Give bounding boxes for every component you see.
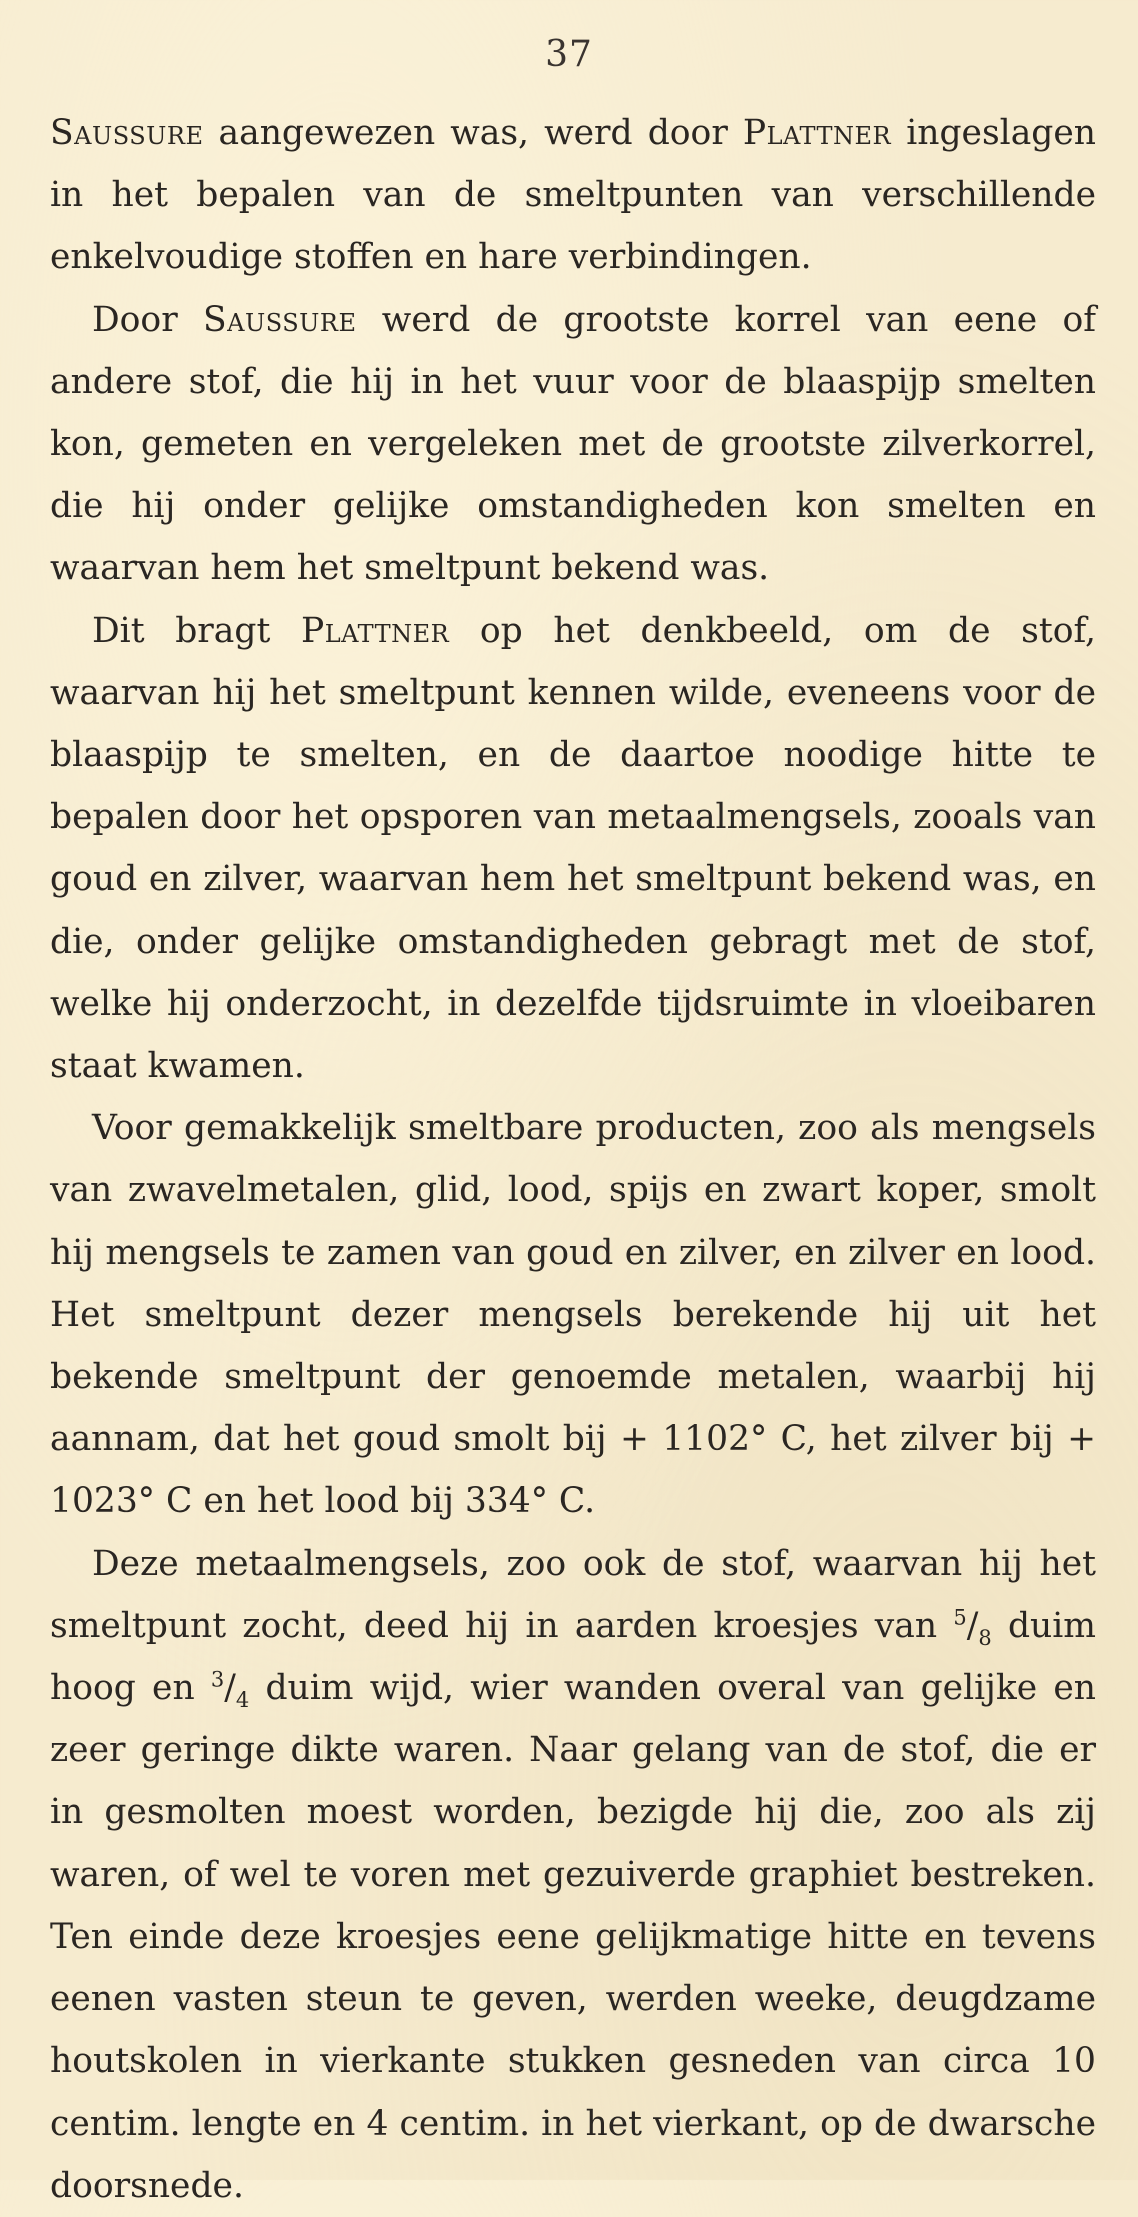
fraction-denominator: 8: [978, 1625, 992, 1650]
text-run: ingeslagen in het bepalen van de smeltpunten van verschillende enkelvoudige stoffen en hare verbindingen.: [50, 113, 1096, 278]
paragraph-1: [50, 102, 1096, 289]
text-run: op het denkbeeld, om de stof, waarvan hij het smeltpunt kennen wilde, eveneens voor de blaaspijp te smelten, en de daartoe noodige hitte te bepalen door het opsporen van metaalmengsels, zooals van goud en zilver, waarvan hem het smeltpunt bekend was, en die, onder gelijke omstandigheden gebragt met de stof, welke hij onderzocht, in dezelfde tijdsruimte in vloeibaren staat kwamen.: [50, 610, 1096, 1087]
text-run: Voor gemakkelijk smeltbare producten, zoo als mengsels van zwavelmetalen, glid, lood, spijs en zwart koper, smolt hij mengsels te zamen van goud en zilver, en zilver en lood. Het smeltpunt dezer mengsels berekende hij uit het bekende smeltpunt der genoemde metalen, waarbij hij aannam, dat het goud smolt bij + 1102° C, het zilver bij + 1023° C en het lood bij 334° C.: [50, 1108, 1096, 1522]
author-name: Saussure: [50, 113, 204, 153]
fraction-numerator: 5: [953, 1605, 967, 1630]
text-run: Door: [92, 299, 203, 340]
text-run: aangewezen was, werd door: [203, 113, 743, 153]
fraction-slash: /: [224, 1668, 236, 1709]
paragraph-3: [50, 600, 1096, 1098]
fraction-denominator: 4: [235, 1687, 250, 1712]
fraction-numerator: 3: [210, 1667, 225, 1692]
paragraph-4: [50, 1097, 1096, 1532]
text-run: duim wijd, wier wanden overal van gelijke en zeer geringe dikte waren. Naar gelang van de stof, die er in gesmolten moest worden, bezigde hij die, zoo als zij waren, of wel te voren met gezuiverde graphiet bestreken. Ten einde deze kroesjes eene gelijkmatige hitte en tevens eenen vasten steun te geven, werden weeke, deugdzame houtskolen in vierkante stukken gesneden van circa 10 centim. lengte en 4 centim. in het vierkant, op de dwarsche doorsnede.: [50, 1668, 1097, 2206]
page-number: 37: [545, 34, 593, 75]
text-run: Deze metaalmengsels, zoo ook de stof, waarvan hij het smeltpunt zocht, deed hij in aarden kroesjes van: [50, 1543, 1096, 1646]
fraction-slash: /: [966, 1605, 979, 1646]
text-run: Dit bragt: [92, 610, 301, 651]
paragraph-5: [50, 1533, 1096, 2217]
author-name: Saussure: [203, 299, 357, 340]
author-name: Plattner: [300, 610, 450, 651]
paragraph-2: [50, 289, 1096, 600]
body-text: [50, 102, 1096, 2217]
fraction: [953, 1605, 992, 1650]
fraction: [210, 1667, 250, 1712]
text-run: duim hoog en: [50, 1605, 1096, 1709]
text-run: werd de grootste korrel van eene of andere stof, die hij in het vuur voor de blaaspijp smelten kon, gemeten en vergeleken met de grootste zilverkorrel, die hij onder gelijke omstandigheden kon smelten en waarvan hem het smeltpunt bekend was.: [50, 299, 1096, 589]
author-name: Plattner: [742, 113, 892, 153]
